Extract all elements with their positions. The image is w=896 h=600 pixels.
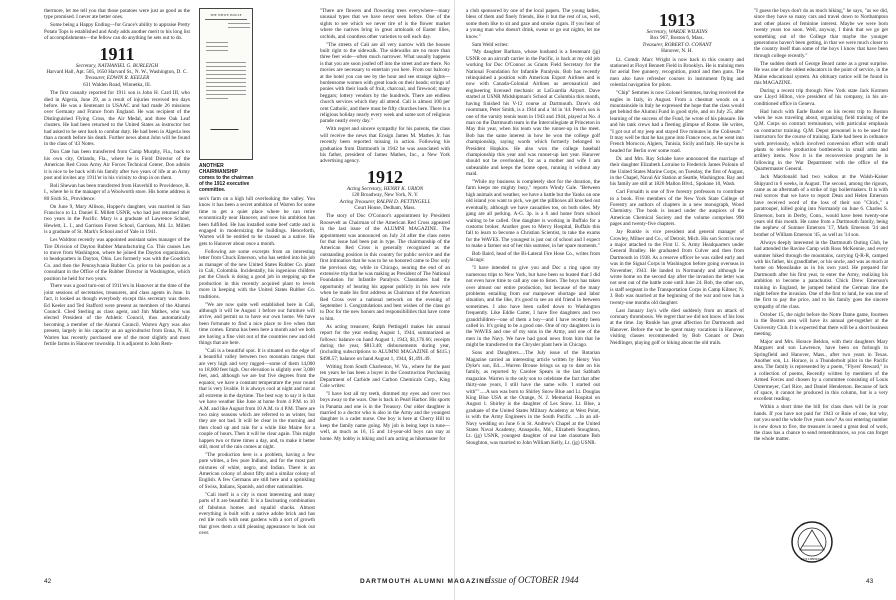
paragraph: Major and Mrs. Horace Beldon, with their daughters Mary Margaret and son Lawrence, have been on furlough in Springfield and Hanover, Mass., after two years in Texas. Another son, Lt. Horace, is a Thunderbolt pilot in the Pacific area. The family is represented by a poem, "Flyers' Reward," in a collection of poems, Recently written by members of the Armed Forces and chosen by a committee consisting of Louis Untermeyer, Carl Rice, and Daniel Henderson. Because of lack of space, it cannot be produced in this column, but is a very excellent reading. (754, 338, 888, 403)
paragraph: Bob Baird, head of the Bi-Lateral Fire Hose Co., writes from Chicago: (466, 251, 600, 264)
paragraph: "The streets of Cali are all very narrow with the houses built right to the sidewalk. The sidewalks are no more than three feet wide—often much narrower. What usually happens is that you are soon jostled off into the street and are there. No movies are necessary to entertain you here. From our balcony at the hotel you can see by the hour and see strange sights—burdensome women with great loads on their heads; strings of ponies with their loads of fruit, charcoal, and firewood; many beggars; lottery vendors by the hundreds. There are endless church services which they all attend. Cali is almost 100 per cent Catholic, and there must be fifty churches here. There is a religious holiday nearly every week and some sort of religious parade nearly every day." (320, 41, 450, 125)
paragraph: "The production here is a problem, having a few pure whites, a few pure Indians, and for the most part mixtures of white, negro, and Indian. There is an American colony of about fifty and a similar colony of English. A few Germans are still here and a sprinkling of Swiss, Italians, Spanish, and other nationalities. (199, 451, 315, 490)
paragraph: Had lunch with Earle Barker on his recent trip to Boston when he was traveling about, organizing field training of the Q.M. Corps on contract termination, with particular emphasis on contractor training. Q.M. Depot personnel is to be used for instructors for the course of training. Earle had been in ordnance work previously, which involved conversion effort with small plants to relieve production bottlenecks in small arms and artillery items. Now it is the reconversion program he is following in the War Department with the office of the Quartermaster General. (754, 108, 888, 173)
paragraph: thermore, let me tell you that those potatoes were just as good as the type promised. I never ate better ones. (44, 8, 190, 21)
paragraph: The first casualty reported for 1911 son is John H. Card III, who died in Algeria, June 29, as a result of injuries received ten days before. He was a lieutenant in USAAC and had made 26 missions over Germany and France from England. He was recipient of the Distinguished Flying Cross, the Air Medal, and three Oak Leaf clusters. He had been returned to the United States as instructor but had asked to be sent back to combat duty. He had been in Algeria less than a month before his death. Further news about John will be found in the class of '43 Notes. (44, 90, 190, 148)
paragraph: "Cali is a beautiful spot. It is situated on the edge of a beautiful valley between two mountain ranges that are very high and very rugged—some of them 14,000 to 18,000 feet high. Our elevation is slightly over 3,000 feet, and, although we are but five degrees from the equator, we have a constant temperature the year round that is very livable. It is always cool at night and not at all extreme in the daytime. The best way to say it is that we have weather like June at home from 4 P.M. to 10 A.M. and like August from 10 A.M. to 4 P.M. There are two rainy seasons which are referred to as winter, but they are not bad. It will be clear in the morning and then cloud up and rain for a while like Maine for a couple of hours. Then it will be clear again. This might happen two or three times a day, and, to make it better still, most of the rain comes at night. (199, 347, 315, 450)
class-notes-body (44, 90, 190, 347)
column-6 (754, 8, 888, 516)
column-3 (320, 8, 450, 576)
class-secretary-address: Box 967, Boston 6, Mass. (650, 35, 704, 42)
right-page-number: 43 (866, 578, 874, 585)
paragraph: As acting treasurer, Ralph Pettingell makes his annual report for the year ending August 1, 1944, summarized as follows: balance on hand August 1, 1943, $1,176.66; receipts during the year, $813.40; disbursements during year, (including subscriptions to ALUMNI MAGAZINE of $415.) $498.57; balance on hand August 1, 1944, $1,491.49. (320, 323, 450, 362)
signature-mark (210, 121, 241, 130)
paragraph: Following are some excerpts from an interesting letter from Chuck Emerson, who has settled into his job as manager of the new United States Rubber Co. plant in Cali, Colombia. Incidentally, his ingenious children put the Chuck is doing a good job in stepping up the production in this recently acquired plant to levels more in keeping with the United States Rubber Co. traditions. (199, 248, 315, 300)
issue-date: Issue of OCTOBER 1944 (488, 575, 579, 585)
paragraph: "My daughter Barbara, whose husband is a lieutenant (jg) USNR on an aircraft carrier in the Pacific, is back at my old job working for Doc O'Connor as Grants Field Secretary for the National Foundation for Infantile Paralysis. Bob has recently relinquished a position with American Export Airlines and is now with Canada-Colonial Airlines as aeronautical and engineering licensed mechanic at LaGuardia Airport. Dave started at USNR Midshipman's School at Columbia this month, having finished his V-12 course at Dartmouth. Dave's old roommate, Peter Smith, is a 1944 and a '44 in '44. Peter's son is one of the varsity tennis team in 1943 and 1944, played at No. 4 man on the Dartmouth team in the Intercollegiate at Princeton in May this year, when his team was the runner-up in the meet. Bob has the same interest in how he won the college golf championship, saying words which formerly belonged to President Hopkins. He also won the college baseball championship this year and was runner-up last year. Hanover should not be overlooked, for as a mother and wife I am unbearable and keeps the home open, running it without any maid. (466, 49, 600, 178)
paragraph: Jack Macdonald had two walkss at the Walsh-Kaiser Shipyard in 6 weeks, in August. The second, among the rigours, came as an aftermath of a strike of rigs boilermakers. It is with real sorrow that we have to report Dean and Helen Emerson have received word of the loss of their son "Chick," a paratrooper, killed going into Normandy on June 6. Charles S. Emerson, born in Derby, Conn., would have been twenty-one years old this month. He came from a Dartmouth family, being the nephew of Sumner Emerson '17, Mark Emerson '24 and brother of William Emerson '45, as well as '14 son. (754, 174, 888, 238)
paragraph: Always deeply interested in the Dartmouth Outing Club, he had attended the Ravine Camp with Ross McKennie, and every summer hiked through the mountains, carrying Q-R-R, camped with his father, his grandfather, or his uncle, and was as much at home on Moosilauke as in his own yard. He prepared for Dartmouth after his first year, to enter the Army, realizing his ambition to become a parachutist. Chick Drew Emerson's training in England, he jumped behind the German line the night before the invasion. One of the first to land, he was one of the first to pay the price, and to his family goes the sincere sympathy of the class. (754, 239, 888, 310)
class-treasurer-address: Court House, Dedham, Mass. (354, 204, 416, 211)
class-year-heading: 1911 (99, 43, 135, 64)
paragraph: "I have intended to give you and Doc a ring upon my numerous trips to New York, but have been so busted that I did not even have time to call any one to listen. The boys has taken over almost our entire production, but because of the many problems entailing from our manpower shortage and labor situation, and the like, it's good to see an old friend in between sometimes. I also have been called down to Washington frequently. Like Eddie Carter, I have five daughters and two grandchildren—one of them a boy—and I have recently been called in. It's going to be a good one. One of my daughters is in the WAVES and one of my sons in the Army, and one of the men in the Navy. We have had good news from him that he might be transferred to the Chrysler plant here in Chicago. (466, 265, 600, 349)
paragraph: a club sponsored by one of the local papers. The young ladies, bless of them and finely friends, like it but the rest of us, well, some them like to sit and gaze and smoke cigars. If you hear of a young man who doesn't drink, swear or go out nights, let me know." (466, 8, 600, 40)
class-treasurer: Treasurer, ROBERT O. CONANT (642, 41, 712, 48)
paragraph: "Chip" Semmes is now Colonel Semmes, having received the eagles in Italy, in August. From a chestnut woods on a mountainside in Italy he expressed the hope that the class would get behind the Alumni Fund in good style, and on July 25, after learning of the success of the Fund, he wrote of his pleasure. He and his tank crews had a fleeting glimpse of Rome. He writes, "I got out of my jeep and stayed five minutes in the Coliseum." It may well be that he has gone into France now, as he went into French Morocco, Algiers, Tunisia, Sicily and Italy. He says he is headed for Berlin over some road. (610, 90, 744, 154)
paragraph: With regret and sincere sympathy for his parents, the class will receive the news that Ensign James M. Mathes Jr. has recently been reported missing in action. Following his graduation from Dartmouth in 1942 he was associated with his father, president of James Mathes, Inc., a New York advertising agency. (320, 126, 450, 165)
paragraph: "While my business is completely shot for the duration, the farm keeps me mighty busy," reports Windy Gale. "Between high animals and weather, we have a battle but the Yanks on one old island you want to pick, we get the pillboxes all knocked out eventually, although we have casualties too, on both sides. My gang are all perking. A-G. 3p. is a 6 and home from school waiting to be called. One daughter is working in Buffalo for a customs broker. Another goes to Mercy Hospital, Buffalo this fall to learn to become a Christian Scientist, to take the exams for the WAVES. The youngest is just out of school and I expect to make a farmer out of her this summer, in her spare moments." (466, 179, 600, 250)
paragraph: "We are now quite well established here in Cali, although it will be August 1 before our furniture will arrive, and permit us to have our own home. We have been fortunate to find a nice place to live when that time comes. Emma has been here a month and we both are having a fine visit out of the countries new and old things that are here. (199, 301, 315, 346)
seal-text: LUX LIBERTAS (800, 557, 824, 561)
paragraph: Dr. and Mrs. Ray Schabe have announced the marriage of their daughter Elizabeth Lorraine to Frederick James Polonin of the United States Marine Corps, on Tuesday, the first of August, in the Chapel, Naval Air Station at Seattle, Washington. Ray and his family are still at 1826 Mallon Blvd., Spokane 10, Wash. (610, 155, 744, 188)
class-treasurer-address: Hanover, N. H. (661, 48, 693, 55)
paragraph: Boli Shewan has been transferred from Haverhill to Providence, R. I., where he is the manager of a Woolworth store. His home address is 80 Sixth St., Providence. (44, 182, 190, 202)
letter-caption: ANOTHER CHAIRMANSHIP comes to the chairman of the 1912 executive committee. (199, 163, 254, 193)
paragraph: Sam Weld writes: (472, 41, 509, 48)
paragraph: Don Cate has been transferred from Camp Murphy, Fla., back to his own city, Orlando, Fla., where he is Field Director of the American Red Cross Army Air Forces Technical Center. Don admits it is nice to be back with his family after two years of life at an Army post and invites any 1911'er in his vicinity to drop in on them. (44, 149, 190, 181)
paragraph: "I have lost all my teeth, dimmed my eyes and over two boys away to the wars. One is back in Pearl Harbor. His sports in Panama and one is in the Treasury. Our older daughter is married to a doctor who is also in the Army and the youngest daughter is a cadet nurse. One boy is here at Cherry Hill to keep the family name going. My job is being kept in tune—well, as much as 16, 15 and 14-year-old boys can stay at home. My hobby is hiking and I am acting as hikemaster for (320, 390, 450, 442)
class-secretary-address: 120 Broadway, New York, N. Y. (351, 192, 419, 199)
paragraph: October 15, the night before the Notre Dame game, fourteen in the Boston area will have its annual get-together at the University Club. It is expected that there will be a short business meeting. (754, 311, 888, 337)
column-1 (44, 8, 190, 576)
paragraph: Carl Forsaith is one of five forestry professors to contribute to a book. Five members of the New York State College of Forestry are authors of chapters in a new monograph, Wood Chemistry. The book is issued under the auspices of the American Chemical Society and the volume comprises 990 pages and twenty-five chapters. (610, 189, 744, 228)
paragraph: Some being a Happy Ending—for Grace's ability to appraise Pretty Potato Tops is established and Andy adds another merit to his long list of accomplishments—the fellow can do anything he sets out to do. (44, 22, 190, 42)
class-secretary: Secretary, WARDE WILKINS (646, 29, 708, 35)
column-5 (610, 8, 744, 576)
paragraph: "Cali itself is a city is most interesting and many parts of it are beautiful. It is a fascinating combination of fabulous homes and squalid shacks. Almost everything is built with a native adobe brick and has red tile roofs with neat gardens with a sort of growth that gives them a still pleasing appearance to look out over. (199, 491, 315, 537)
class-secretary: Acting Secretary, HENRY K. URION (346, 185, 424, 192)
class-treasurer: Acting Treasurer, RALPH D. PETTINGELL (339, 198, 431, 205)
paragraph: Within a short time the bill for class dues will be in your hands. If you have not paid for 1943 or Rule of one, but why, not you send the whole five years now? As our entering number is now down to five, the treasurer is need a great deal of work, the class has a chance to send remembrances, so you can forget the whole matter. (754, 404, 888, 443)
class-year-heading: 1913 (659, 10, 695, 30)
class-treasurer-address: 631 Walden Road, Winnetka, Ill. (83, 81, 151, 88)
paragraph: Writing from South Charleston, W. Va., where for the past ten years he has been a buyer in the Construction Purchasing Department of Carbide and Carbon Chemicals Corp., King Cole writes: (320, 363, 450, 389)
magazine-title: DARTMOUTH ALUMNI MAGAZINE (360, 578, 491, 585)
paragraph: On June 9, Mary Allison, Hopper's daughter, was married in San Francisco to Lt. Daniel E. Millett USNR, who had just returned after two years in the Pacific. Mary is a graduate of Lawrence School, Hewlett, L. I., and Garrison Forest School, Garrison, Md. Lt. Millett is a graduate of St. Mark's School and of Yale in 1941. (44, 203, 190, 236)
page-gutter (454, 0, 455, 600)
class-year-heading: 1912 (367, 166, 403, 187)
paragraph: sen's farm on a high hill overlooking the valley. You know it has been a secret ambition of Warren for some time to get a quiet place where he can retire economically near Hanover, and now his ambition has been fulfilled. He has installed some beef cattle and is engaged in modernizing the buildings. Henceforth, Warren will be entitled to be classed as a native. He gets to Hanover about once a month. (199, 196, 315, 247)
paragraph: The story of Doc O'Connor's appointment by President Roosevelt as Chairman of the American Red Cross appeared in the last issue of the ALUMNI MAGAZINE. The appointment was announced on July 24 after the class notes for that issue had been put in type. The chairmanship of the American Red Cross is generally recognized as the outstanding position in this country for public service and the first intimation that he was to be so honored came to Doc only the previous day, while in Chicago, nearing the end of an extensive trip that he was making as President of The National Foundation for Infantile Paralysis. Classmates had the opportunity of hearing his appear publicly in his new role when he made his first address as Chairman of the American Red Cross over a national network on the evening of September 1. Congratulations and best wishes of the class go to Doc for the new honors and responsibilities that have come to him. (320, 213, 450, 322)
paragraph: There was a good turn-out of 1911'ers in Hanover at the time of the joint sessions of secretaries, treasurers, and class agents in June. In fact, it looked as though everybody except this secretary was there. Ed Keeler and Ted Stafford were present as members of the Alumni Council. Ched Sterling as class agent, and Jim Mathes, who was elected President of the Athletic Council, thus automatically becoming a member of the Alumni Council. Warren Agry was also present, largely in his capacity as an agriculturist from Enna, N. H. Warren has recently purchased one of the most slightly and most fertile farms in Hanover township. It is adjacent to John Rem- (44, 283, 190, 348)
paragraph: Jay Runkle is vice president and general manager of Crowley, Milner and Co., of Detroit, Mich. His son Scott is now a major attached to the First U. S. Army Headquarters under General Bradley. He graduated from Culver and then from Dartmouth in 1938. As a reserve officer he was called early and was in the Signal Corps in Washington before going overseas in November, 1943. He landed in Normandy and although he wrote home on the second day after the invasion the letter was not sent out of the battle zone until June 24. Bob, the other son, is staff sergeant in the Transportation Corps in Camp Kilmer, N. J. Bob was married at the beginning of the war and now has a twenty-one months old daughter. (610, 229, 744, 306)
white-house-letter-image (199, 8, 253, 160)
class-secretary: Secretary, NATHANIEL G. BURLEIGH (75, 62, 159, 69)
paragraph: The sudden death of George Beard came as a great surprise. He was one of the oldest educators in the point of service, in the Maine educational system. An obituary notice will be found in this MAGAZINE. (754, 60, 888, 86)
column-4 (466, 8, 600, 576)
intro-paragraphs (44, 8, 190, 42)
class-treasurer: Treasurer, EDWIN R. KEELER (84, 75, 150, 82)
column-2 (199, 196, 315, 574)
paragraph: Lt. Comdr. Marc Wright is now back in this country and stationed at Floyd Bennett Field in Brooklyn. He is training men for aerial free gunnery, recognition, pistol and then guns. The men also have refresher courses in instrument flying and celestial navigation for pilots. (610, 56, 744, 89)
paragraph: "There are flowers and flowering trees everywhere—many unusual types that we have never seen before. One of the sights to see which we never tire of is the flower market where the natives bring in great armloads of Easter lilies, orchids, and countless other varieties to sell each day. (320, 8, 450, 40)
paragraph: Sons and Daughters.....The July issue of the Rotarian Magazine carried an interesting article written by Henry Von Dyke's son, Ed.....Warren Brouse brings us up to date on his family, as reported by Carolee Spears in the last Sabbath magazine. Warren is the only son to celebrate the fact that after thirty-one years, I still have the same wife. I started out with"".....A son was born to Shirley Snow Blue and Lt. Douglas King Blue USA at the Orange, N. J. Memorial Hospital on August 1. Shirley is the daughter of Les Snow. Lt. Blue, a graduate of the United States Military Academy at West Point, is with the Army Engineers in the South Pacific. ....In an all-Navy wedding on June 6 in St. Andrew's Chapel at the United States Naval Academy, Annapolis, Md., Elizabeth Stoughton, Lt. (jg) USNR, youngest daughter of our late classmate Bob Stoughton, was married to John William Kelly, Lt. (jg) USNR. (466, 350, 600, 446)
college-seal-icon (790, 520, 834, 564)
paragraph: During a recent trip through New York state Jack Kormen saw Lloyd Hilton, vice president of his company, in his air-conditioned office in Geneva. (754, 87, 888, 107)
paragraph: Les Waldron recently was appointed assistant sales manager of the Tire Division of Dayton Rubber Manufacturing Co. This causes Les to move from Washington, where he joined the Dayton organization, to headquarters in Dayton, Ohio. Les formerly was with the Goodrich Co. and then the Pennsylvania Rubber Co. prior to his position as a consultant in the Office of the Rubber Director in Washington, which position he held for two years. (44, 237, 190, 282)
letterhead: THE WHITE HOUSE (210, 13, 242, 17)
paragraph: Last January Jay's wife died suddenly from an attack of coronary thrombosis. We regret that we did not know of his loss at the time. Jay Runkle has great affection for Dartmouth and Hanover. Before the war he spent many vacations in Hanover, visiting classes recommended by Bob Conant or Dean Neidlinger, playing golf or hiking about the old trails. (610, 307, 744, 346)
class-secretary-address: Harvard Hall, Apt. 505, 1650 Harvard St., N. W., Washington, D. C. (46, 68, 188, 75)
left-page-number: 42 (44, 578, 52, 585)
paragraph: "I guess the boys don't do as much hiking," he says, "as we did, since they have so many cars and travel down to Northampton and other places of feminine interest. Maybe we were born twenty years too soon. Well, anyway, I think that we go get something out of the College that maybe the younger generations haven't been getting, in that we were much closer to the country itself than some of the boys I know that have been through college recently." (754, 8, 888, 59)
